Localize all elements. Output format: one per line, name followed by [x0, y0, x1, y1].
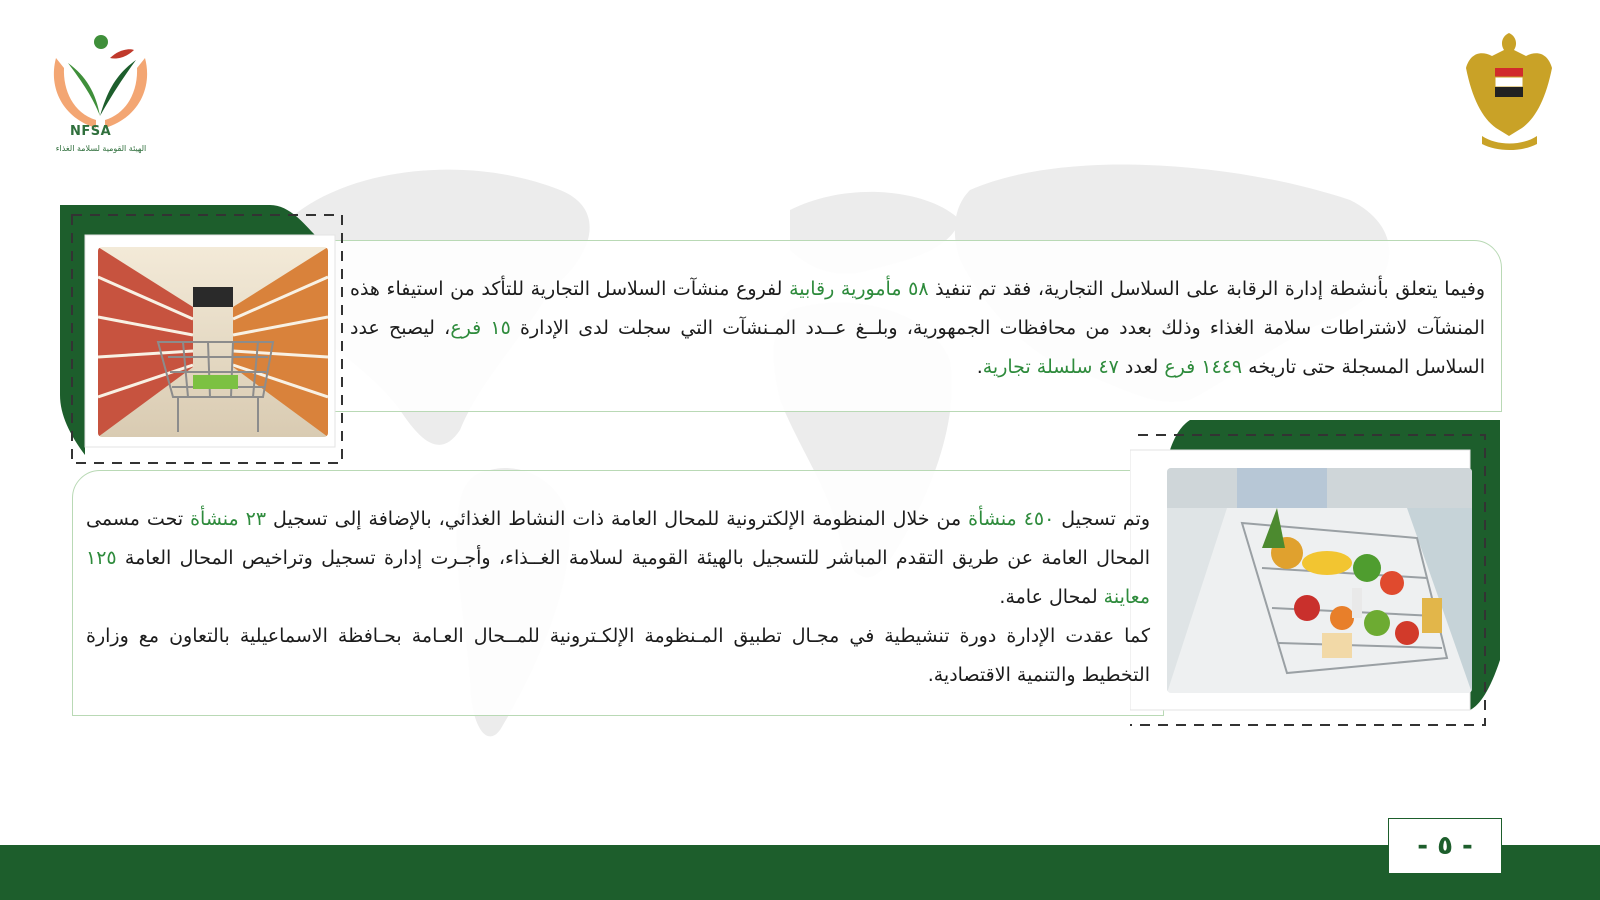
- highlight-branches: ١٥ فرع: [450, 317, 511, 339]
- highlight-chains: ٤٧ سلسلة تجارية: [982, 356, 1119, 378]
- highlight-inspections: ١٢٥ معاينة: [86, 547, 1150, 608]
- nfsa-logo-subtitle: الهيئة القومية لسلامة الغذاء: [55, 144, 147, 153]
- page-number: - ٥ -: [1388, 818, 1502, 874]
- footer-bar: [0, 845, 1600, 900]
- egypt-eagle-emblem-icon: [1462, 28, 1557, 153]
- card2-paragraph: وتم تسجيل ٤٥٠ منشأة من خلال المنظومة الإلكترونية للمحال العامة ذات النشاط الغذائي، بالإضافة إلى تسجيل ٢٣ منشأة تحت مسمى المحال العامة عن طريق التقدم المباشر للتسجيل بالهيئة القومية لسلامة الغــذاء، وأجـرت إدارة تسجيل وتراخيص المحال العامة ١٢٥ معاينة لمحال عامة. كما عقدت الإدارة دورة تنشيطية في مجـال تطبيق المـنظومة الإلكـترونية للمــحال العـامة بحـافظة الاسماعيلية بالتعاون مع وزارة التخطيط والتنمية الاقتصادية.: [86, 508, 1150, 686]
- nfsa-logo-title: NFSA: [70, 124, 112, 139]
- card1-paragraph: وفيما يتعلق بأنشطة إدارة الرقابة على السلاسل التجارية، فقد تم تنفيذ ٥٨ مأمورية رقابية لفروع منشآت السلاسل التجارية للتأكد من استيفاء هذه المنشآت لاشتراطات سلامة الغذاء وذلك بعدد من محافظات الجمهورية، وبلــغ عــدد المـنشآت التي سجلت لدى الإدارة ١٥ فرع، ليصبح عدد السلاسل المسجلة حتى تاريخه ١٤٤٩ فرع لعدد ٤٧ سلسلة تجارية.: [350, 278, 1485, 378]
- highlight-total-branches: ١٤٤٩ فرع: [1164, 356, 1243, 378]
- shopping-cart-vegetables-photo: [1167, 468, 1472, 693]
- supermarket-aisle-photo: [98, 247, 328, 437]
- nfsa-logo: [38, 28, 163, 163]
- highlight-missions: ٥٨ مأمورية رقابية: [789, 278, 929, 300]
- highlight-registered-establishments: ٤٥٠ منشأة: [968, 508, 1055, 530]
- highlight-direct-registrations: ٢٣ منشأة: [190, 508, 267, 530]
